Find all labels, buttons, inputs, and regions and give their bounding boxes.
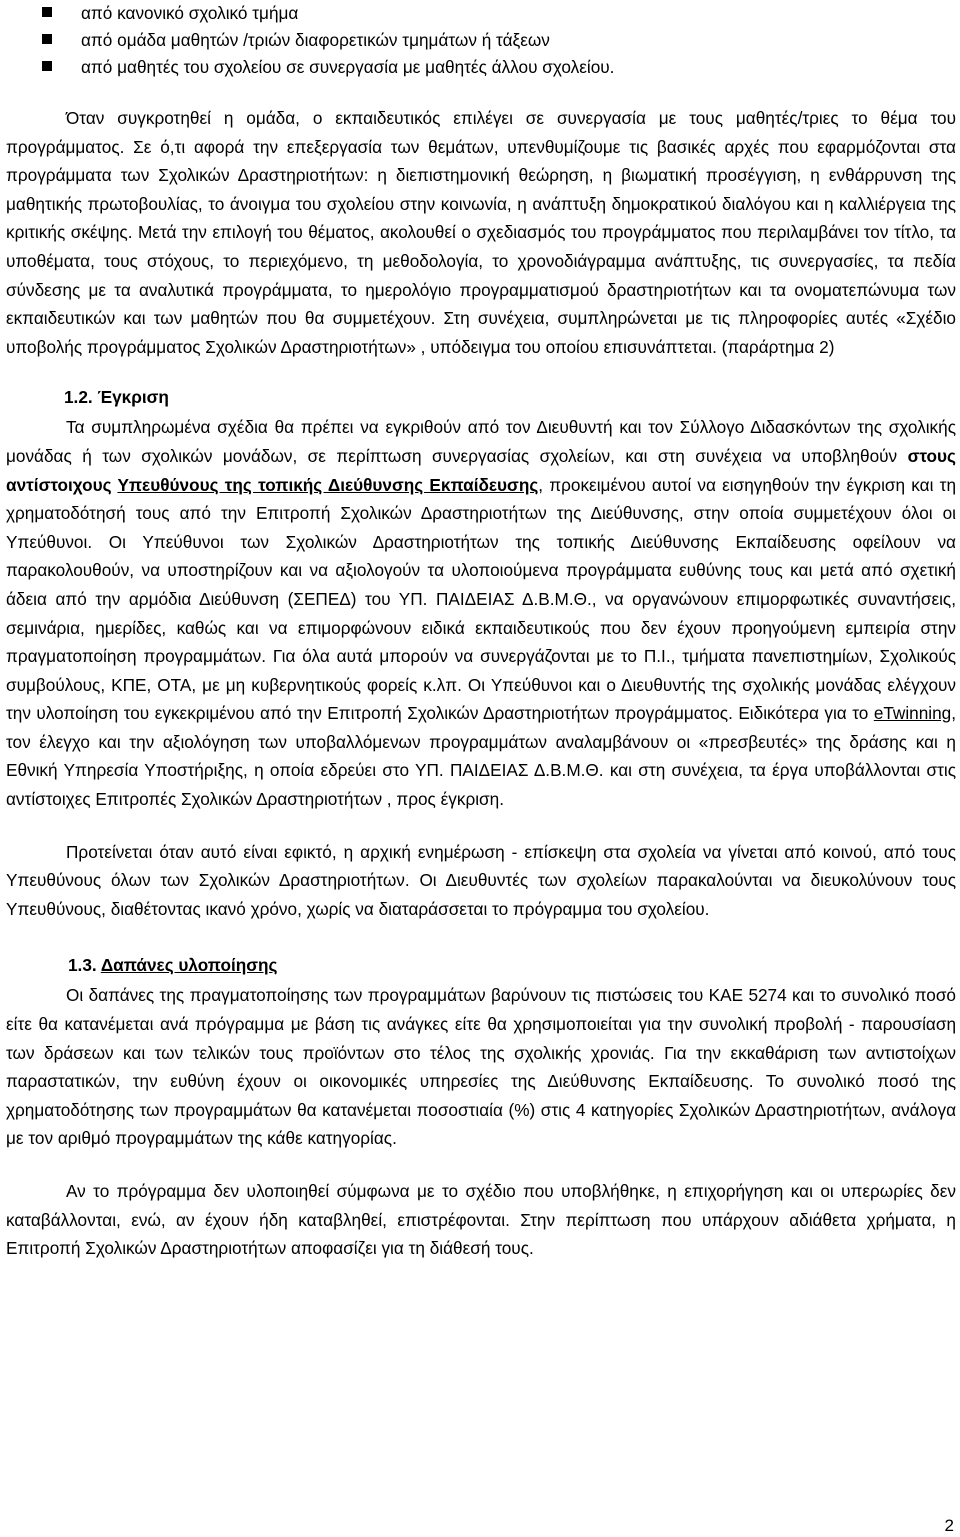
etwinning-link[interactable]: eTwinning	[873, 703, 952, 724]
document-page	[6, 0, 956, 1263]
section-heading-costs	[6, 949, 956, 981]
section-heading-approval: 1.2. Έγκριση	[64, 387, 169, 408]
section-title: Δαπάνες υλοποίησης	[100, 955, 278, 976]
paragraph-topic-selection: Όταν συγκροτηθεί η ομάδα, ο εκπαιδευτικός επιλέγει σε συνεργασία με τους μαθητές/τριες το θέμα του προγράμματος. Σε ό,τι αφορά την επεξεργασία των θεμάτων, υπενθυμίζουμε τις βασικές αρχές που εφαρμόζονται στα προγράμματα των Σχολικών Δραστηριοτήτων: η διεπιστημονική θεώρηση, η βιωματική προσέγγιση, η ενθάρρυνση της μαθητικής πρωτοβουλίας, το άνοιγμα του σχολείου στην κοινωνία, η ανάπτυξη δημοκρατικού διαλόγου και η καλλιέργεια της κριτικής σκέψης. Μετά την επιλογή του θέματος, ακολουθεί ο σχεδιασμός του προγράμματος που περιλαμβάνει τον τίτλο, τα υποθέματα, τους στόχους, το περιεχόμενο, τη μεθοδολογία, το χρονοδιάγραμμα ανάπτυξης, τις συνεργασίες, τα πεδία σύνδεσης με τα αναλυτικά προγράμματα, το ημερολόγιο προγραμματισμού δραστηριοτήτων και τα ονοματεπώνυμα των εκπαιδευτικών και των μαθητών που θα συμμετέχουν. Στη συνέχεια, συμπληρώνεται με τις πληροφορίες αυτές «Σχέδιο υποβολής προγράμματος Σχολικών Δραστηριοτήτων» , υπόδειγμα του οποίου επισυνάπτεται. (παράρτημα 2)	[6, 108, 956, 357]
square-bullet-icon	[42, 34, 52, 44]
paragraph-non-implementation: Αν το πρόγραμμα δεν υλοποιηθεί σύμφωνα με το σχέδιο που υποβλήθηκε, η επιχορήγηση και οι υπερωρίες δεν καταβάλλονται, ενώ, αν έχουν ήδη καταβληθεί, επιστρέφονται. Στην περίπτωση που υπάρχουν αδιάθετα χρήματα, η Επιτροπή Σχολικών Δραστηριοτήτων αποφασίζει για τη διάθεσή τους.	[6, 1181, 956, 1259]
list-item	[6, 27, 956, 54]
page-number: 2	[944, 1516, 954, 1535]
paragraph-costs: Οι δαπάνες της πραγματοποίησης των προγραμμάτων βαρύνουν τις πιστώσεις του ΚΑΕ 5274 και το συνολικό ποσό είτε θα κατανέμεται ανά πρόγραμμα με βάση τις ανάγκες είτε θα χρησιμοποιείται για την συνολική προβολή - παρουσίαση των δράσεων και των τελικών τους προϊόντων στο τέλος της σχολικής χρονιάς. Για την εκκαθάριση των αντιστοίχων παραστατικών, την ευθύνη έχουν οι οικονομικές υπηρεσίες της Διεύθυνσης Εκπαίδευσης. Το συνολικό ποσό της χρηματοδότησης των προγραμμάτων θα κατανέμεται ποσοστιαία (%) στις 4 κατηγορίες Σχολικών Δραστηριοτήτων, ανάλογα με τον αριθμό προγραμμάτων της κάθε κατηγορίας.	[6, 985, 956, 1149]
paragraph-text: Τα συμπληρωμένα σχέδια θα πρέπει να εγκριθούν από τον Διευθυντή και τον Σύλλογο Διδασκόντων της σχολικής μονάδας ή των σχολικών μονάδων, σε περίπτωση συνεργασίας σχολείων, και στη συνέχεια να υποβληθούν	[6, 417, 956, 466]
bullet-list	[6, 0, 956, 81]
section-number: 1.3.	[68, 955, 101, 976]
list-item-text: από ομάδα μαθητών /τριών διαφορετικών τμημάτων ή τάξεων	[81, 30, 550, 50]
bold-underlined-text: Υπευθύνους της τοπικής Διεύθυνσης Εκπαίδευσης	[117, 474, 539, 495]
list-item	[6, 54, 956, 81]
list-item-text: από μαθητές του σχολείου σε συνεργασία με μαθητές άλλου σχολείου.	[81, 57, 615, 77]
list-item	[6, 0, 956, 27]
paragraph-briefing: Προτείνεται όταν αυτό είναι εφικτό, η αρχική ενημέρωση - επίσκεψη στα σχολεία να γίνεται από κοινού, από τους Υπευθύνους όλων των Σχολικών Δραστηριοτήτων. Οι Διευθυντές των σχολείων παρακαλούνται να διευκολύνουν τους Υπευθύνους, διαθέτοντας ικανό χρόνο, χωρίς να διαταράσσεται το πρόγραμμα του σχολείου.	[6, 841, 956, 919]
paragraph-approval	[6, 413, 956, 813]
square-bullet-icon	[42, 7, 52, 17]
bold-text: στους αντίστοιχους	[6, 445, 956, 495]
square-bullet-icon	[42, 61, 52, 71]
paragraph-text: , προκειμένου αυτοί να εισηγηθούν την έγκριση και τη χρηματοδότησή τους από την Επιτροπή Σχολικών Δραστηριοτήτων της Διεύθυνσης, στην οποία συμμετέχουν όλοι οι Υπεύθυνοι. Οι Υπεύθυνοι των Σχολικών Δραστηριοτήτων της τοπικής Διεύθυνσης Εκπαίδευσης οφείλουν να παρακολουθούν, να υποστηρίζουν και να αξιολογούν τα υλοποιούμενα προγράμματα ευθύνης τους και μετά από σχετική άδεια από την αρμόδια Διεύθυνση (ΣΕΠΕΔ) του ΥΠ. ΠΑΙΔΕΙΑΣ Δ.Β.Μ.Θ., να οργανώνουν επιμορφωτικές συναντήσεις, σεμινάρια, ημερίδες, καθώς και να επιμορφώνουν ειδικά εκπαιδευτικούς που δεν έχουν προηγούμενη εμπειρία στην πραγματοποίηση προγραμμάτων. Για όλα αυτά μπορούν να συνεργάζονται με το Π.Ι., τμήματα πανεπιστημίων, Σχολικούς συμβούλους, ΚΠΕ, ΟΤΑ, με μη κυβερνητικούς φορείς κ.λπ. Οι Υπεύθυνοι και ο Διευθυντής της σχολικής μονάδας ελέγχουν την υλοποίηση του εγκεκριμένου από την Επιτροπή Σχολικών Δραστηριοτήτων προγράμματος. Ειδικότερα για το	[6, 474, 957, 724]
paragraph-text: , τον έλεγχο και την αξιολόγηση των υποβαλλόμενων προγραμμάτων αναλαμβάνουν οι «πρεσβευτές» της δράσης και η Εθνική Υπηρεσία Υποστήριξης, η οποία εδρεύει στο ΥΠ. ΠΑΙΔΕΙΑΣ Δ.Β.Μ.Θ. και στη συνέχεια, τα έργα υποβάλλονται στις αντίστοιχες Επιτροπές Σχολικών Δραστηριοτήτων , προς έγκριση.	[6, 703, 956, 810]
list-item-text: από κανονικό σχολικό τμήμα	[81, 3, 299, 23]
